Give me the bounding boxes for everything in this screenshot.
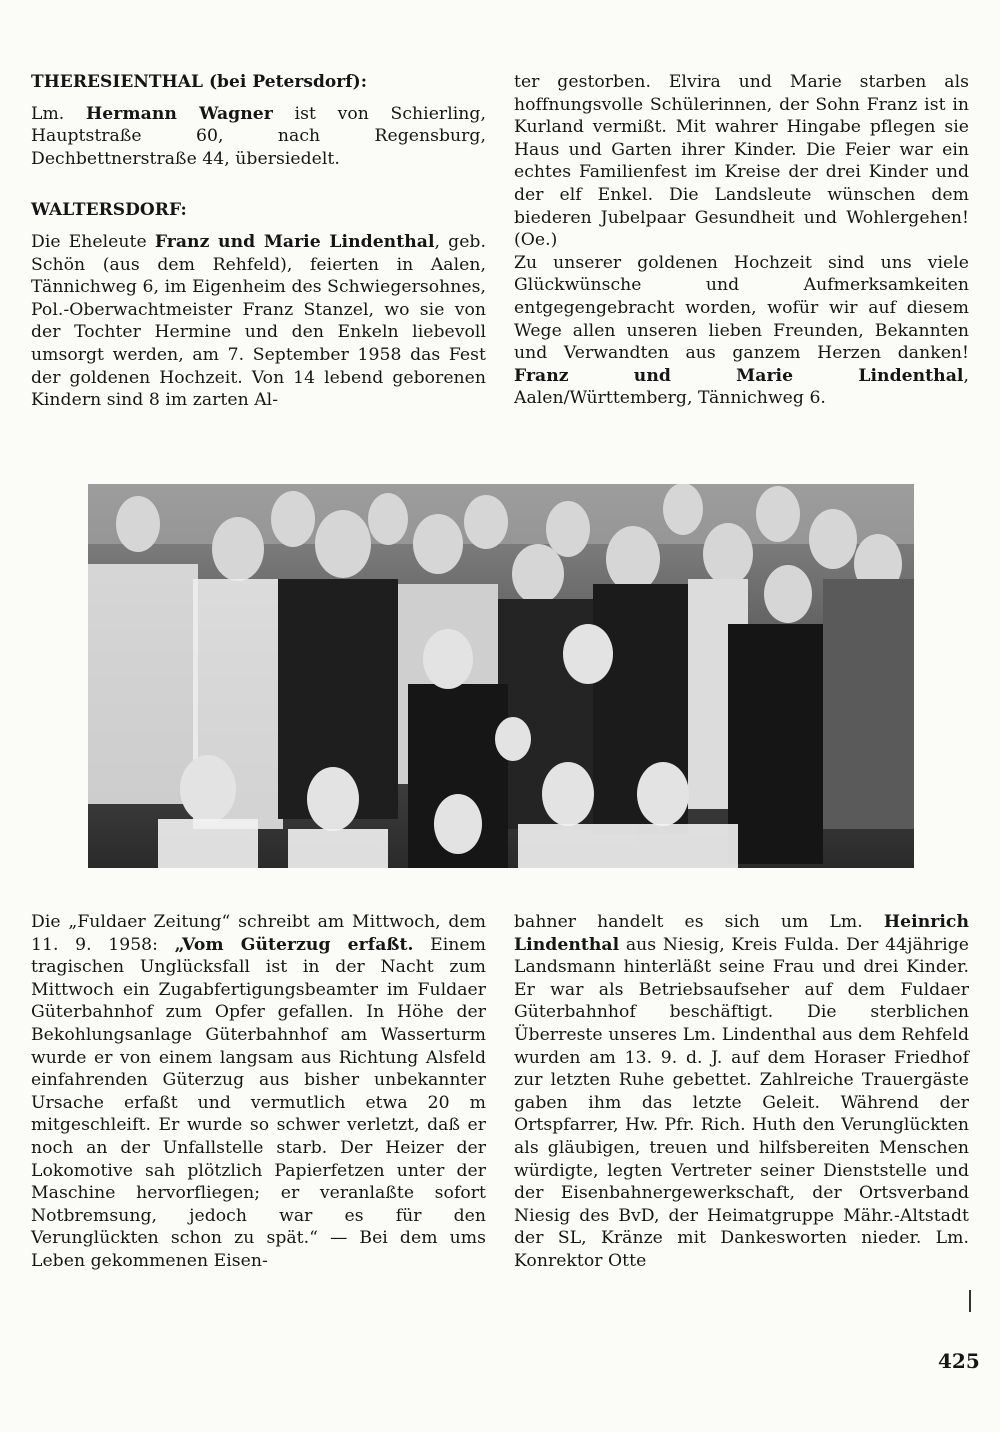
column-bottom-left xyxy=(31,911,486,1273)
paragraph-jubilee-continued: ter gestorben. Elvira und Marie starben als hoffnungsvolle Schülerinnen, der Sohn Franz ist in Kurland vermißt. Mit wahrer Hingabe pflegen sie Haus und Garten ihrer Kinder. Die Feier war ein echtes Familienfest im Kreise der drei Kinder und der elf Enkel. Die Landsleute wünschen dem biederen Jubelpaar Gesundheit und Wohlergehen! (Oe.) xyxy=(514,72,969,251)
text-run: ist von Schierling, Hauptstraße 60, nach Regensburg, Dechbettnerstraße 44, übersiedelt. xyxy=(31,103,486,169)
text-run: Lm. xyxy=(31,103,87,124)
name-franz-marie-lindenthal: Franz und Marie Lindenthal xyxy=(154,231,435,252)
paragraph-fuldaer-zeitung xyxy=(31,911,486,1273)
paragraph-heinrich-lindenthal xyxy=(514,911,969,1273)
text-run: , Aalen/Württemberg, Tännichweg 6. xyxy=(514,365,969,409)
column-bottom-right xyxy=(514,911,969,1273)
paragraph-thanks xyxy=(514,252,969,410)
page-number: 425 xyxy=(938,1349,980,1373)
text-run: , geb. Schön (aus dem Rehfeld), feierten in Aalen, Tännichweg 6, im Eigenheim des Schwiegersohnes, Pol.-Oberwachtmeister Franz Stanzel, wo sie von der Tochter Hermine und den Enkeln liebevoll umsorgt werden, am 7. September 1958 das Fest der goldenen Hochzeit. Von 14 lebend geborenen Kindern sind 8 im zarten Al- xyxy=(31,231,486,411)
text-run: Einem tragischen Unglücksfall ist in der Nacht zum Mittwoch ein Zugabfertigungsbeamter im Fuldaer Güterbahnhof zum Opfer gefallen. In Höhe der Bekohlungsanlage Güterbahnhof am Wasserturm wurde er von einem langsam aus Richtung Alsfeld einfahrenden Güterzug aus bisher unbekannter Ursache erfaßt und vermutlich etwa 20 m mitgeschleift. Er wurde so schwer verletzt, daß er noch an der Unfallstelle starb. Der Heizer der Lokomotive sah plötzlich Papierfetzen unter der Maschine hervorfliegen; er veranlaßte sofort Notbremsung, jedoch war es für den Verunglückten schon zu spät.“ — Bei dem ums Leben gekommenen Eisen- xyxy=(31,934,486,1271)
text-run: aus Niesig, Kreis Fulda. Der 44jährige Landsmann hinterläßt seine Frau und drei Kinder. Er war als Betriebsaufseher auf dem Fuldaer Güterbahnhof beschäftigt. Die sterblichen Überreste unseres Lm. Lindenthal aus dem Rehfeld wurden am 13. 9. d. J. auf dem Horaser Friedhof zur letzten Ruhe gebettet. Zahlreiche Trauergäste gaben ihm das letzte Geleit. Während der Ortspfarrer, Hw. Pfr. Rich. Huth den Verunglückten als gläubigen, treuen und hilfsbereiten Menschen würdigte, legten Vertreter seiner Dienststelle und der Eisenbahnergewerkschaft, der Ortsverband Niesig des BvD, der Heimatgruppe Mähr.-Altstadt der SL, Kränze mit Dankesworten nieder. Lm. Konrektor Otte xyxy=(514,934,969,1271)
paragraph-wagner xyxy=(31,103,486,171)
heading-theresienthal: THERESIENTHAL (bei Petersdorf): xyxy=(31,72,368,92)
column-top-left xyxy=(31,71,486,412)
paragraph-lindenthal-jubilee xyxy=(31,231,486,412)
name-heinrich-lindenthal: Heinrich Lindenthal xyxy=(514,912,969,955)
text-run: Die „Fuldaer Zeitung“ schreibt am Mittwoch, dem 11. 9. 1958: xyxy=(31,912,486,955)
heading-waltersdorf: WALTERSDORF: xyxy=(31,200,187,221)
page-edge-mark xyxy=(969,1290,971,1312)
column-top-right xyxy=(514,71,969,410)
text-run: Zu unserer goldenen Hochzeit sind uns viele Glückwünsche und Aufmerksamkeiten entgegengebracht worden, wofür wir auf diesem Wege allen unseren lieben Freunden, Bekannten und Verwandten aus ganzem Herzen danken! xyxy=(514,252,969,364)
text-run: Die Eheleute xyxy=(31,231,155,252)
photo-illustration xyxy=(88,484,914,868)
text-run: bahner handelt es sich um Lm. xyxy=(514,912,884,932)
headline-vom-gueterzug-erfasst: „Vom Güterzug erfaßt. xyxy=(174,934,414,955)
name-franz-marie-lindenthal: Franz und Marie Lindenthal xyxy=(514,365,964,386)
name-hermann-wagner: Hermann Wagner xyxy=(86,103,273,124)
family-group-photo xyxy=(88,484,914,868)
